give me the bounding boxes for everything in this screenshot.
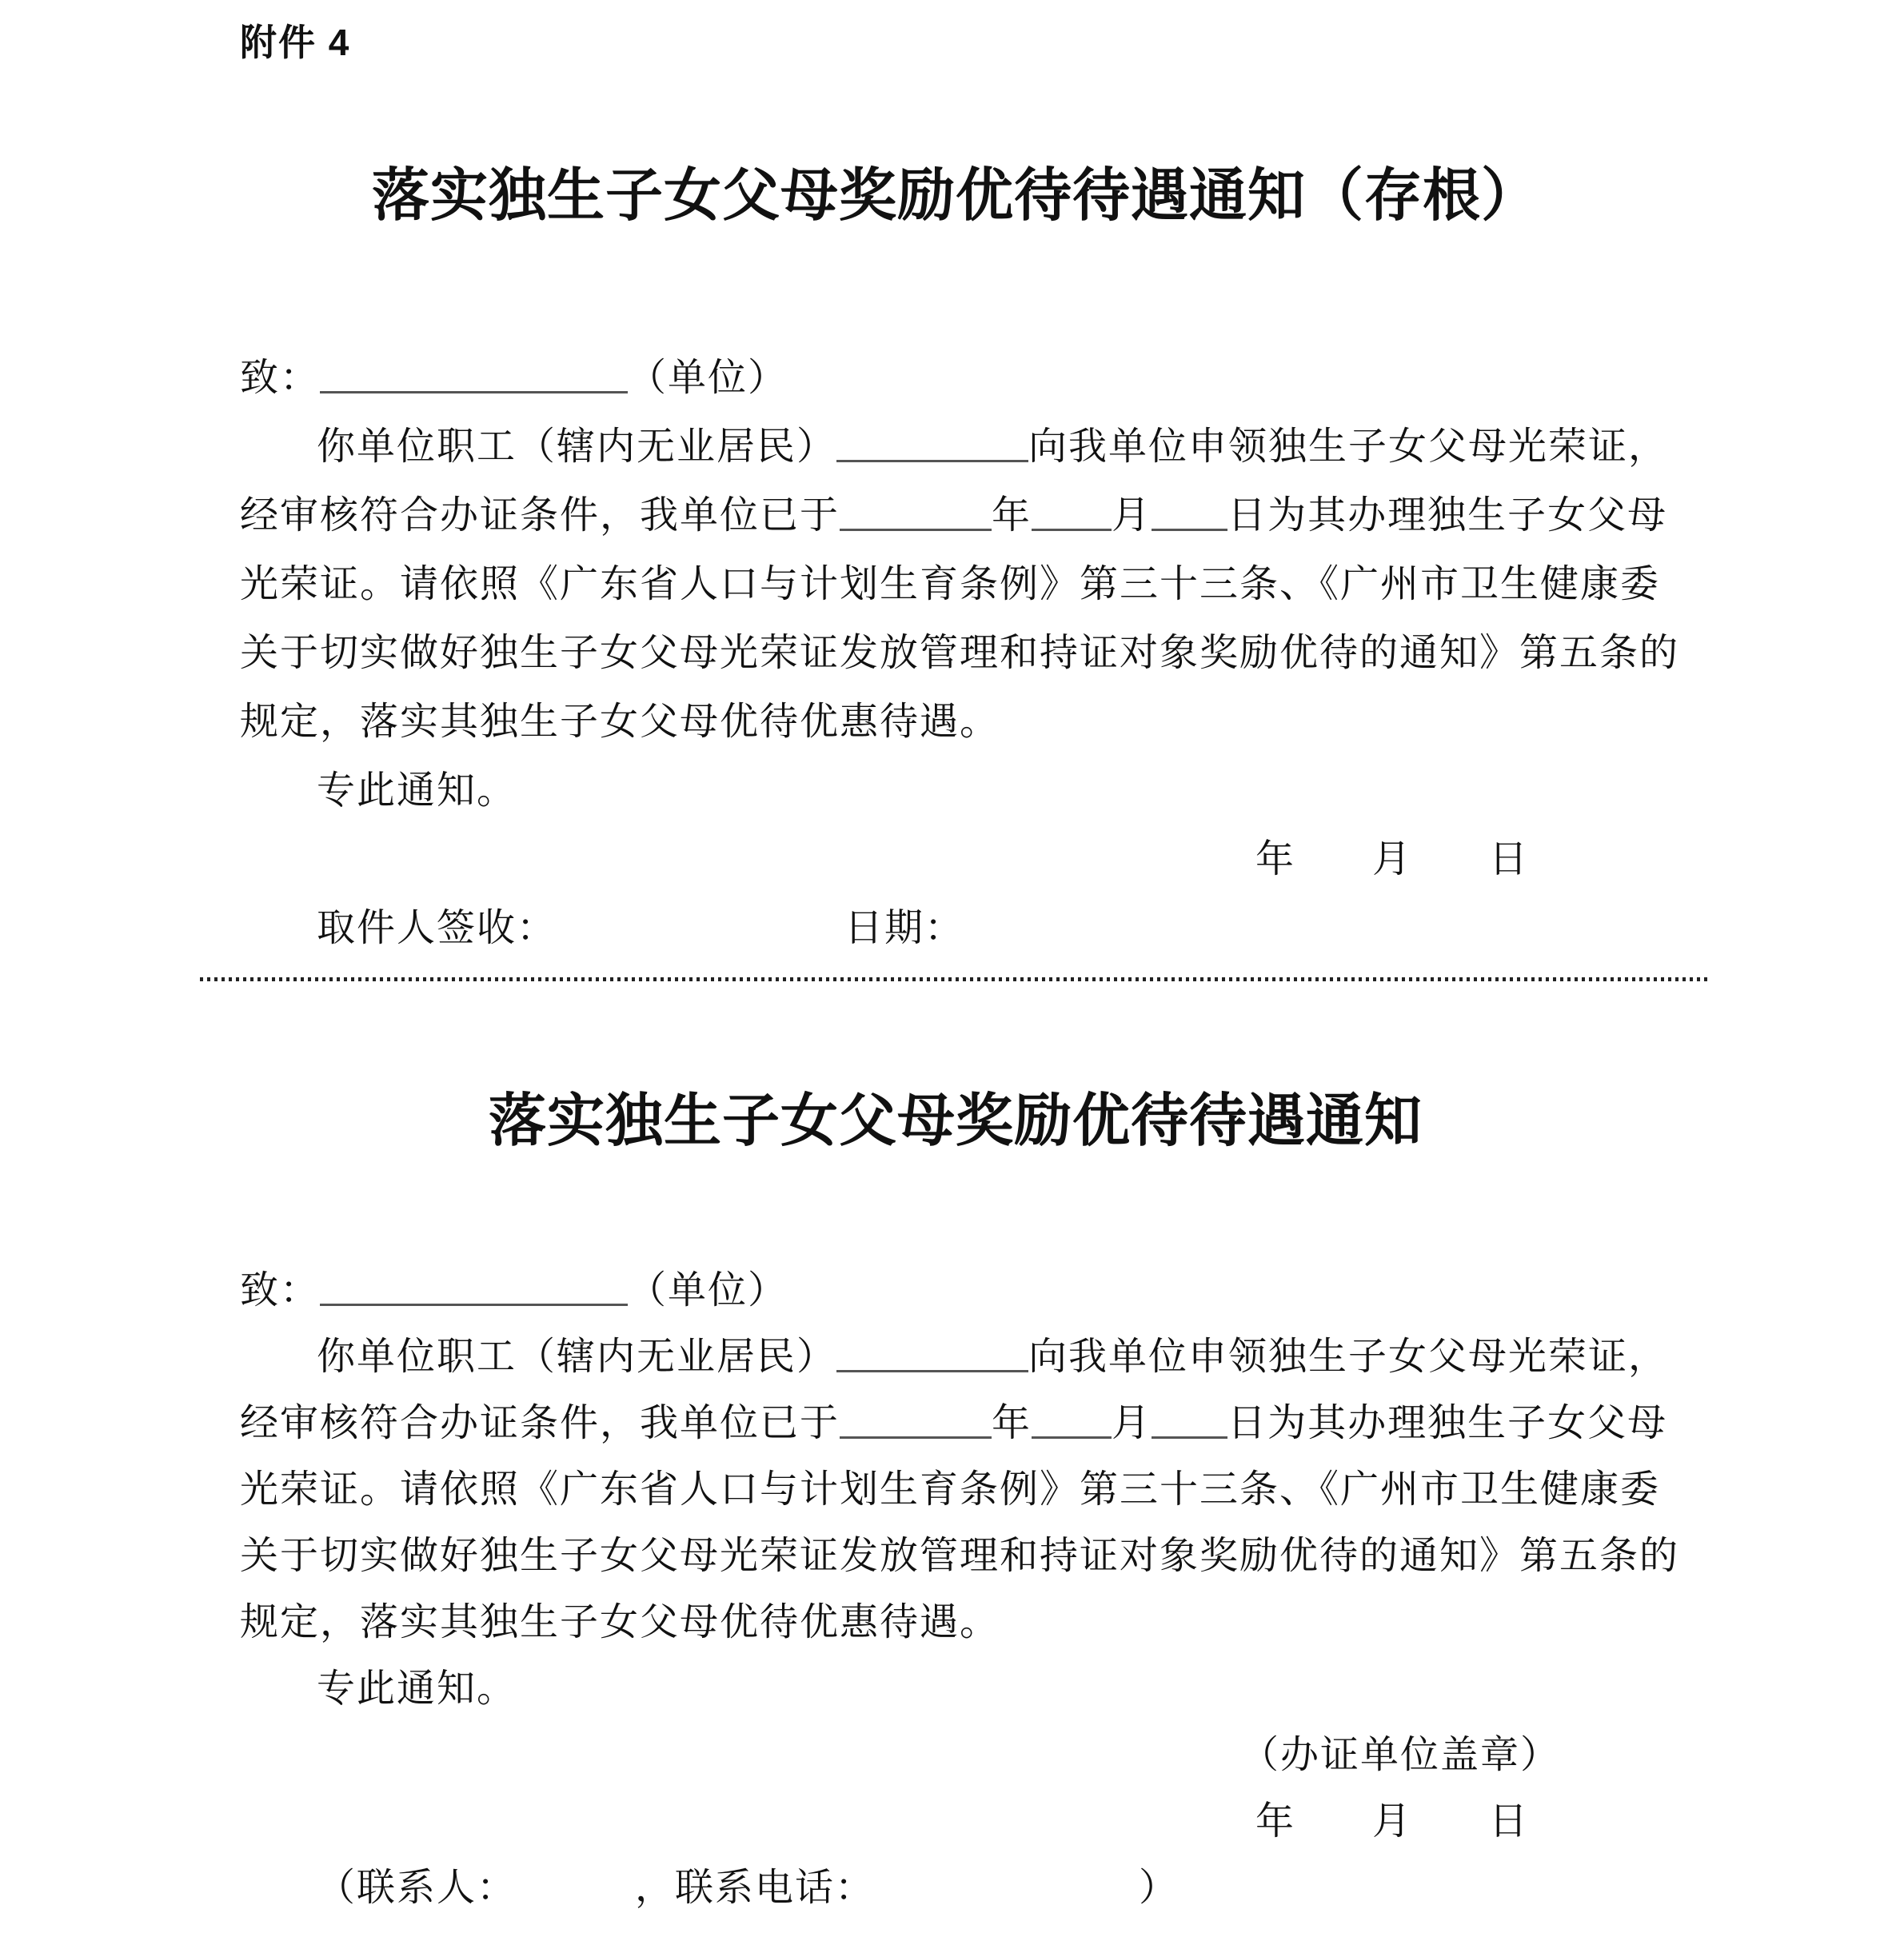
stub-unit-name-blank (320, 356, 628, 393)
stub-section (240, 344, 1680, 963)
notice-contact-line (240, 1855, 1671, 1921)
stub-employee-name-blank (836, 425, 1028, 462)
stub-body-line-2 (240, 481, 1671, 550)
notice-salutation-line (240, 1257, 1671, 1324)
notice-year-blank (840, 1401, 992, 1439)
notice-line1-post: 向我单位申领独生子女父母光荣证， (1028, 1336, 1669, 1378)
stub-line2-post: 为其办理独生子女父母 (1267, 494, 1668, 537)
notice-sign-month: 月 (1372, 1800, 1413, 1843)
stub-sign-date-line (240, 825, 1671, 894)
notice-unit-label: （单位） (628, 1269, 788, 1312)
stub-line1-post: 向我单位申领独生子女父母光荣证， (1028, 425, 1669, 468)
notice-body-line-3: 光荣证。请依照《广东省人口与计划生育条例》第三十三条、《广州市卫生健康委 (240, 1468, 1661, 1511)
notice-line1-pre: 你单位职工（辖内无业居民） (317, 1336, 837, 1378)
notice-contact-close: ） (1139, 1867, 1180, 1909)
notice-employee-name-blank (836, 1335, 1028, 1372)
attachment-label: 附件 4 (240, 22, 351, 63)
notice-seal-line: （办证单位盖章） (1240, 1734, 1561, 1776)
stub-body-line-5: 规定，落实其独生子女父母优待优惠待遇。 (240, 701, 1000, 743)
stub-body-line-3: 光荣证。请依照《广东省人口与计划生育条例》第三十三条、《广州市卫生健康委 (240, 563, 1661, 605)
stub-to-label: 致： (240, 357, 321, 399)
stub-year-char: 年 (992, 494, 1032, 537)
stub-receipt-date-label: 日期： (844, 907, 965, 949)
notice-contact-middle: ，联系电话： (635, 1867, 876, 1909)
stub-body-line-4: 关于切实做好独生子女父母光荣证发放管理和持证对象奖励优待的通知》第五条的 (240, 632, 1680, 674)
stub-sign-year: 年 (1255, 838, 1296, 881)
notice-month-blank (1032, 1401, 1112, 1439)
stub-year-blank (840, 493, 992, 531)
notice-body-line-1 (240, 1324, 1671, 1390)
notice-line2-post: 为其办理独生子女父母 (1267, 1402, 1668, 1444)
stub-body-line-1 (240, 413, 1671, 481)
stub-month-blank (1032, 493, 1112, 531)
notice-closing-line: 专此通知。 (317, 1667, 517, 1710)
stub-unit-label: （单位） (628, 357, 788, 399)
notice-line2-pre: 经审核符合办证条件，我单位已于 (240, 1402, 840, 1444)
stub-title: 落实独生子女父母奖励优待待遇通知（存根） (371, 164, 1539, 228)
stub-sign-day: 日 (1489, 838, 1530, 881)
notice-sign-date-line (240, 1788, 1671, 1855)
notice-year-char: 年 (992, 1402, 1032, 1444)
notice-contact-open: （联系人： (317, 1867, 517, 1909)
stub-receipt-line (240, 894, 1671, 963)
notice-unit-name-blank (320, 1268, 628, 1306)
notice-sign-year: 年 (1255, 1800, 1296, 1843)
notice-section (240, 1257, 1680, 1921)
notice-title: 落实独生子女父母奖励优待待遇通知 (488, 1089, 1423, 1153)
notice-body-line-2 (240, 1390, 1671, 1456)
notice-to-label: 致： (240, 1269, 321, 1312)
stub-sign-month: 月 (1372, 838, 1413, 881)
stub-line2-pre: 经审核符合办证条件，我单位已于 (240, 494, 840, 537)
notice-day-char: 日 (1227, 1402, 1268, 1444)
notice-day-blank (1152, 1401, 1227, 1439)
stub-closing-line: 专此通知。 (317, 769, 517, 812)
stub-day-char: 日 (1227, 494, 1268, 537)
stub-line1-pre: 你单位职工（辖内无业居民） (317, 425, 837, 468)
dotted-cut-separator (200, 977, 1707, 981)
notice-body-line-4: 关于切实做好独生子女父母光荣证发放管理和持证对象奖励优待的通知》第五条的 (240, 1535, 1680, 1577)
stub-receipt-sign-label: 取件人签收： (317, 907, 557, 949)
notice-body-line-5: 规定，落实其独生子女父母优待优惠待遇。 (240, 1601, 1000, 1643)
notice-sign-day: 日 (1489, 1800, 1530, 1843)
stub-salutation-line (240, 344, 1671, 413)
stub-month-char: 月 (1112, 494, 1152, 537)
stub-day-blank (1152, 493, 1227, 531)
notice-month-char: 月 (1112, 1402, 1152, 1444)
